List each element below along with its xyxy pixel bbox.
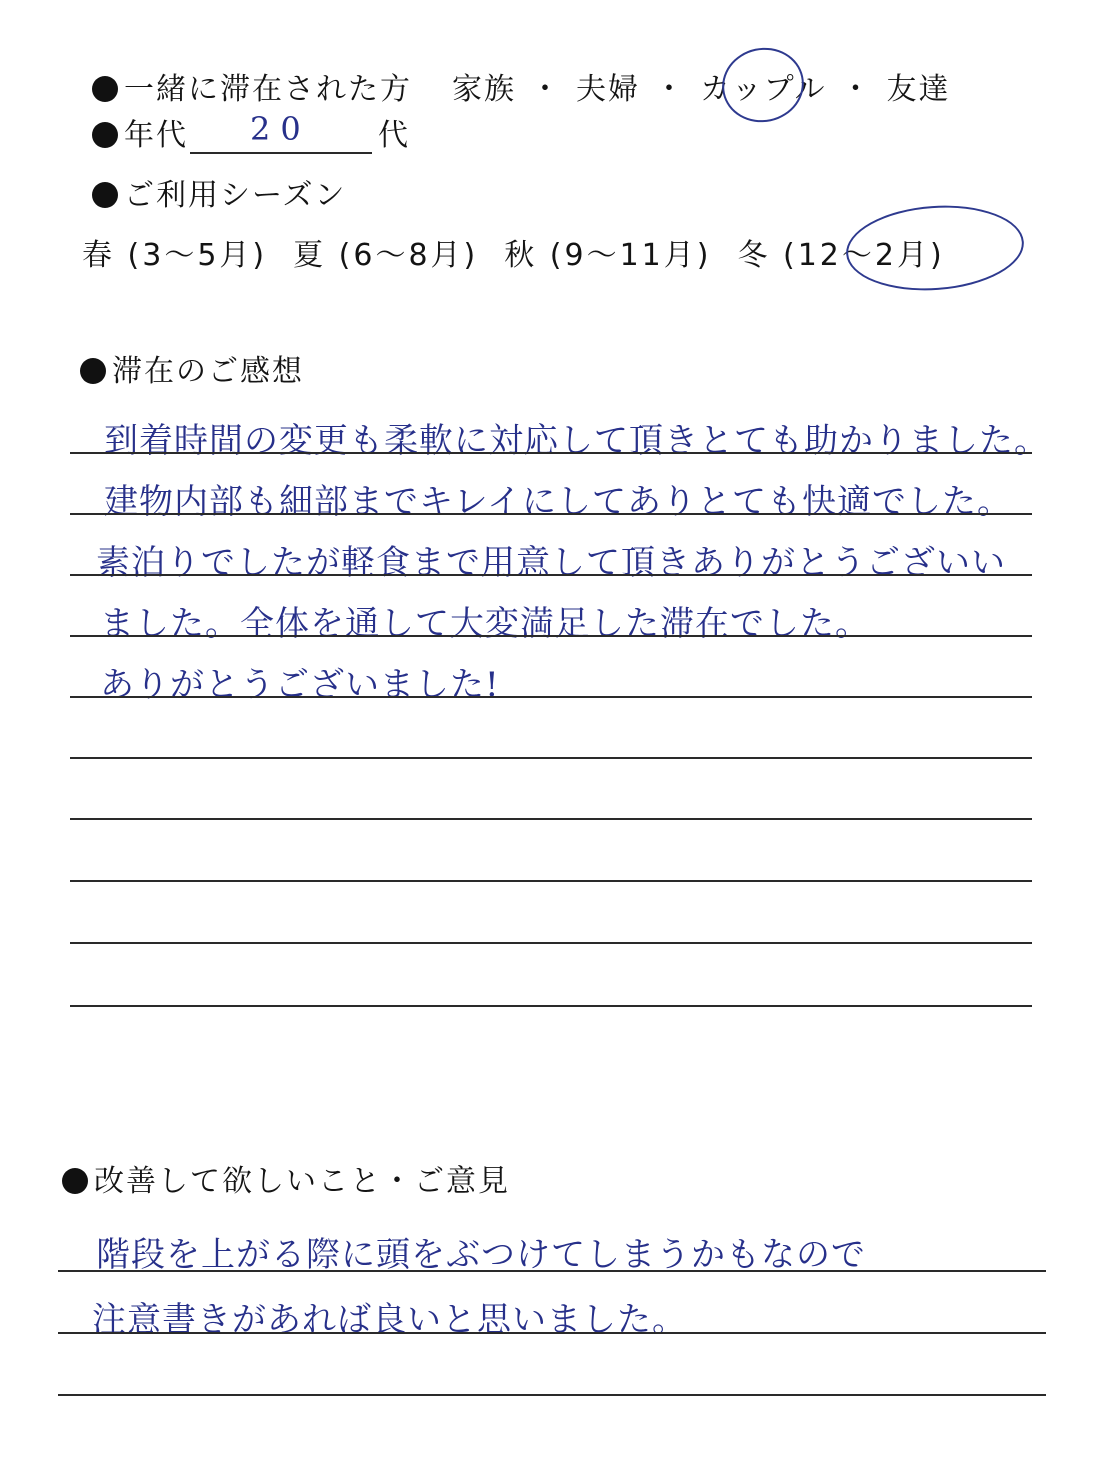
improvements-label-row [62,1162,510,1202]
companions-row: 一緒に滞在された方 家族 ・ 夫婦 ・ カップル ・ 友達 [92,70,951,110]
writing-line [58,1394,1046,1396]
improvement-line: 注意書きがあれば良いと思いました。 [92,1300,687,1340]
impression-line: 建物内部も細部までキレイにしてありとても快適でした。 [104,482,1012,522]
season-options-row [82,236,945,276]
writing-line [70,452,1032,454]
writing-line [70,880,1032,882]
impressions-label: 滞在のご感想 [112,354,304,389]
selected-season-circle [843,200,1026,296]
companion-option-family: 家族 [452,72,516,107]
writing-line [70,1005,1032,1007]
selected-companion-circle [715,40,811,129]
age-answer-line [190,152,372,154]
season-option-spring: 春 (3〜5月) [82,238,268,273]
impression-line: 到着時間の変更も柔軟に対応して頂きとても助かりました。 [104,421,1049,461]
season-option-winter: 冬 (12〜2月) [737,238,945,273]
bullet-icon [92,76,118,102]
bullet-icon [80,358,106,384]
age-value: 20 [250,110,311,148]
improvements-label: 改善して欲しいこと・ご意見 [94,1164,510,1199]
writing-line [70,513,1032,515]
bullet-icon [92,122,118,148]
companion-option-friends: 友達 [886,72,951,107]
companion-option-couple: カップル [700,72,827,107]
writing-line [70,696,1032,698]
bullet-icon [62,1168,88,1194]
bullet-icon [92,182,118,208]
writing-line [70,818,1032,820]
writing-line [70,635,1032,637]
season-option-summer: 夏 (6〜8月) [293,238,479,273]
impressions-label-row [80,352,304,392]
season-label: ご利用シーズン [124,178,347,213]
writing-line [58,1270,1046,1272]
writing-line [70,574,1032,576]
companions-label: 一緒に滞在された方 [124,72,412,107]
writing-line [58,1332,1046,1334]
writing-line [70,757,1032,759]
improvement-line: 階段を上がる際に頭をぶつけてしまうかもなので [96,1235,866,1275]
impression-line: 素泊りでしたが軽食まで用意して頂きありがとうございい [96,543,1006,583]
age-suffix: 代 [378,118,410,153]
impression-line: ありがとうございました! [100,665,500,705]
companion-option-married-couple: 夫婦 [576,72,640,107]
writing-line [70,942,1032,944]
season-option-autumn: 秋 (9〜11月) [504,238,712,273]
age-label: 年代 [124,118,188,153]
impression-line: ました。全体を通して大変満足した滞在でした。 [100,604,870,644]
season-label-row [92,176,347,216]
